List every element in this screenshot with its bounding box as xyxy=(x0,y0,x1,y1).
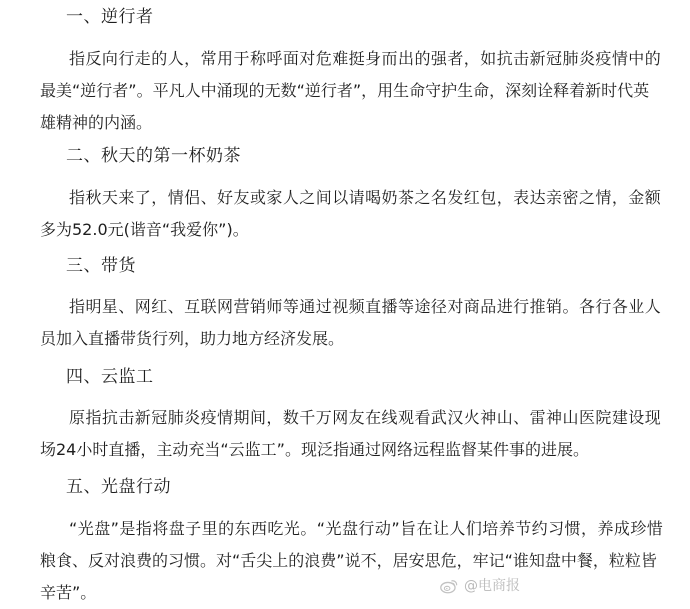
section-heading: 五、光盘行动 xyxy=(66,477,171,497)
section-heading: 三、带货 xyxy=(66,256,136,276)
paragraph-line: 最美“逆行者”。平凡人中涌现的无数“逆行者”，用生命守护生命，深刻诠释着新时代英 xyxy=(40,81,650,100)
watermark xyxy=(440,577,520,595)
section-heading: 二、秋天的第一杯奶茶 xyxy=(66,146,241,166)
weibo-icon xyxy=(440,578,459,594)
section-heading: 一、逆行者 xyxy=(66,7,154,27)
section-paragraph xyxy=(40,43,660,139)
paragraph-line: 辛苦”。 xyxy=(40,583,97,602)
paragraph-line: 员加入直播带货行列，助力地方经济发展。 xyxy=(40,329,345,348)
section-heading: 四、云监工 xyxy=(66,367,154,387)
paragraph-line: “光盘”是指将盘子里的东西吃光。“光盘行动”旨在让人们培养节约习惯，养成珍惜 xyxy=(69,519,664,538)
paragraph-line: 多为52.0元(谐音“我爱你”)。 xyxy=(40,220,249,239)
section-paragraph xyxy=(40,291,660,355)
paragraph-line: 指反向行走的人，常用于称呼面对危难挺身而出的强者，如抗击新冠肺炎疫情中的 xyxy=(69,49,662,68)
paragraph-line: 指秋天来了，情侣、好友或家人之间以请喝奶茶之名发红包，表达亲密之情，金额 xyxy=(69,188,662,207)
paragraph-line: 场24小时直播，主动充当“云监工”。现泛指通过网络远程监督某件事的进展。 xyxy=(40,440,589,459)
paragraph-line: 指明星、网红、互联网营销师等通过视频直播等途径对商品进行推销。各行各业人 xyxy=(69,297,662,316)
paragraph-line: 雄精神的内涵。 xyxy=(40,113,153,132)
section-paragraph xyxy=(40,402,660,466)
watermark-text: @电商报 xyxy=(464,578,520,594)
paragraph-line: 原指抗击新冠肺炎疫情期间，数千万网友在线观看武汉火神山、雷神山医院建设现 xyxy=(69,408,662,427)
paragraph-line: 粮食、反对浪费的习惯。对“舌尖上的浪费”说不，居安思危，牢记“谁知盘中餐，粒粒皆 xyxy=(40,551,657,570)
section-paragraph xyxy=(40,513,664,609)
section-paragraph xyxy=(40,182,660,246)
